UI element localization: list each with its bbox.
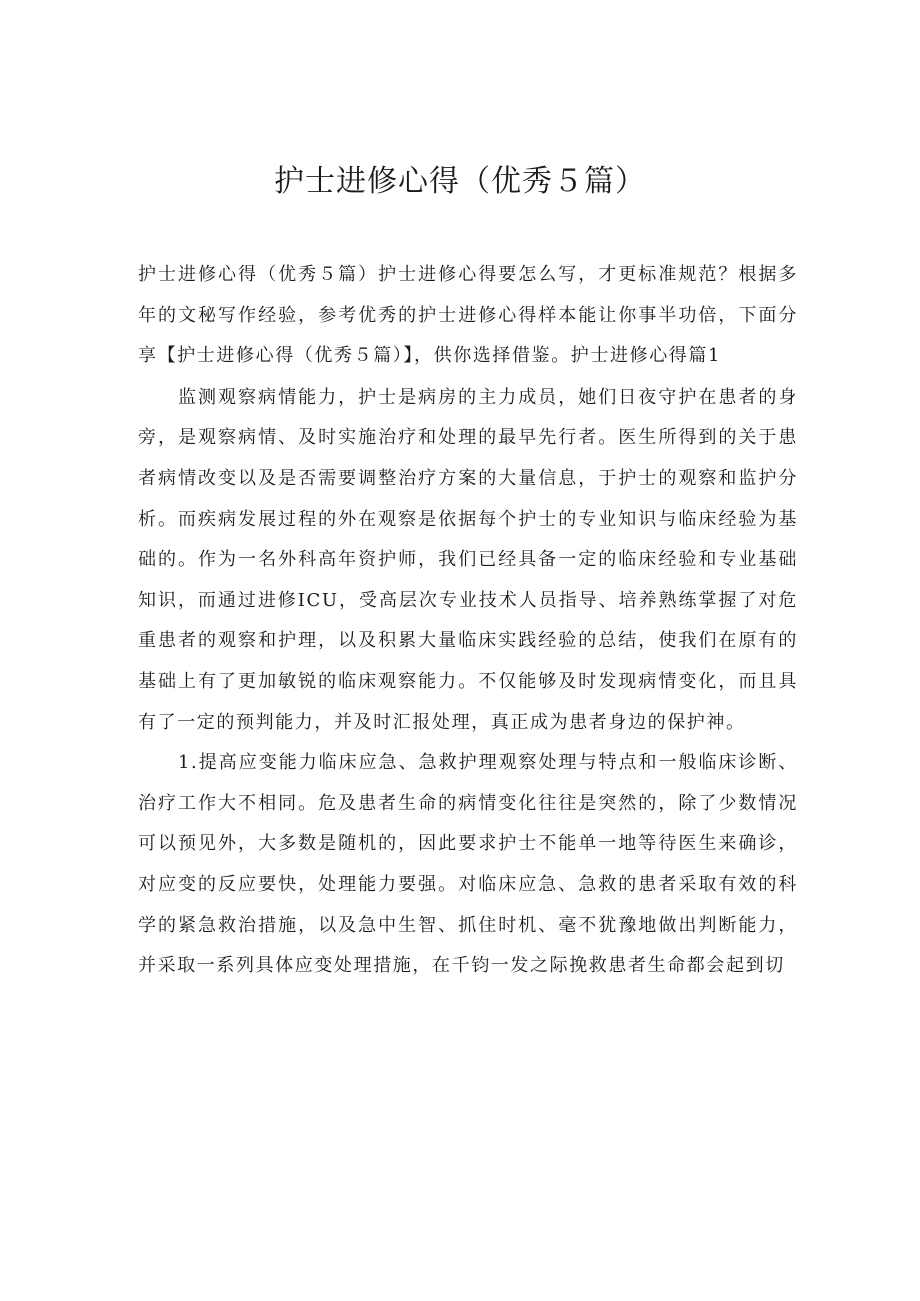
document-title: 护士进修心得（优秀５篇） [274,164,646,199]
document-body [138,255,798,987]
body-paragraph-adaptability: 1.提高应变能力临床应急、急救护理观察处理与特点和一般临床诊断、治疗工作大不相同。危及患者生命的病情变化往往是突然的，除了少数情况可以预见外，大多数是随机的，因此要求护士不能单一地等待医生来确诊，对应变的反应要快，处理能力要强。对临床应急、急救的患者采取有效的科学的紧急救治措施，以及急中生智、抓住时机、毫不犹豫地做出判断能力，并采取一系列具体应变处理措施，在千钧一发之际挽救患者生命都会起到切 [138,752,798,977]
intro-paragraph: 护士进修心得（优秀５篇）护士进修心得要怎么写，才更标准规范？根据多年的文秘写作经验，参考优秀的护士进修心得样本能让你事半功倍，下面分享【护士进修心得（优秀５篇）】，供你选择借鉴。护士进修心得篇1 [138,264,798,367]
body-paragraph-observation: 监测观察病情能力，护士是病房的主力成员，她们日夜守护在患者的身旁，是观察病情、及时实施治疗和处理的最早先行者。医生所得到的关于患者病情改变以及是否需要调整治疗方案的大量信息，于护士的观察和监护分析。而疾病发展过程的外在观察是依据每个护士的专业知识与临床经验为基础的。作为一名外科高年资护师，我们已经具备一定的临床经验和专业基础知识，而通过进修ICU，受高层次专业技术人员指导、培养熟练掌握了对危重患者的观察和护理，以及积累大量临床实践经验的总结，使我们在原有的基础上有了更加敏锐的临床观察能力。不仅能够及时发现病情变化，而且具有了一定的预判能力，并及时汇报处理，真正成为患者身边的保护神。 [138,386,798,733]
